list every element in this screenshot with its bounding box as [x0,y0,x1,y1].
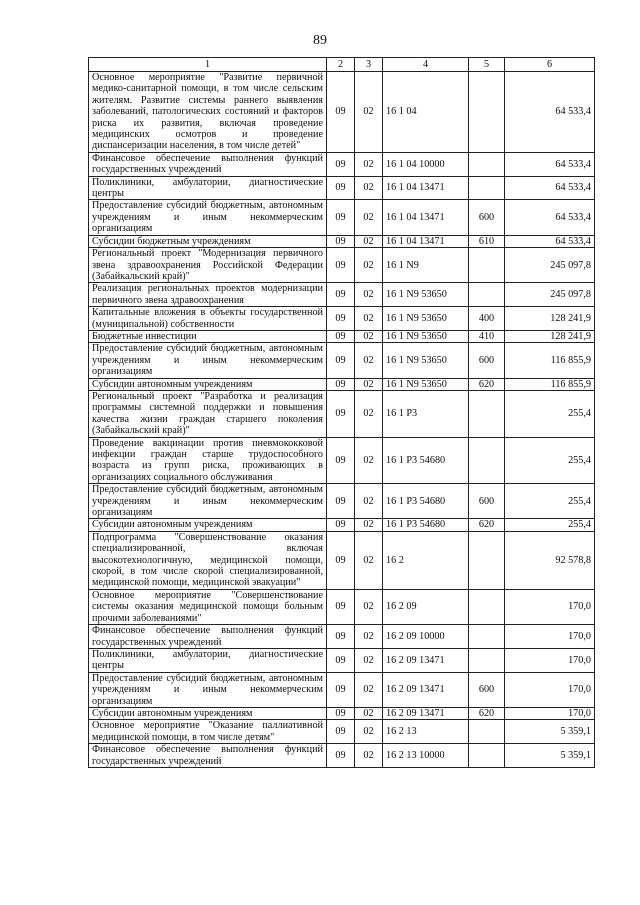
row-amount: 5 359,1 [505,720,595,744]
row-name: Предоставление субсидий бюджетным, автономным учреждениям и иным некоммерческим организациям [89,672,327,707]
row-name: Подпрограмма "Совершенствование оказания специализированной, включая высокотехнологичную, медицинской помощи, скорой, в том числе скорой специализированной, медицинской помощи, медицинской эвакуации" [89,531,327,589]
row-target-article: 16 2 [383,531,469,589]
row-subsection: 02 [355,707,383,719]
row-expense-type: 600 [469,484,505,519]
row-amount: 116 855,9 [505,343,595,378]
row-expense-type [469,720,505,744]
row-section: 09 [327,531,355,589]
table-row [89,235,595,247]
row-subsection: 02 [355,307,383,331]
header-cell-section: 2 [327,58,355,72]
row-subsection: 02 [355,283,383,307]
row-name: Субсидии автономным учреждениям [89,707,327,719]
row-target-article: 16 1 P3 54680 [383,519,469,531]
table-row [89,307,595,331]
row-amount: 170,0 [505,589,595,624]
row-amount: 255,4 [505,484,595,519]
row-expense-type [469,176,505,200]
row-subsection: 02 [355,152,383,176]
row-target-article: 16 1 P3 54680 [383,484,469,519]
row-target-article: 16 1 N9 53650 [383,343,469,378]
row-expense-type: 410 [469,330,505,342]
row-amount: 128 241,9 [505,307,595,331]
row-subsection: 02 [355,744,383,768]
budget-table [88,57,595,768]
row-section: 09 [327,390,355,437]
table-row [89,152,595,176]
row-name: Поликлиники, амбулатории, диагностические центры [89,648,327,672]
table-row [89,390,595,437]
header-cell-subsection: 3 [355,58,383,72]
table-row [89,248,595,283]
row-subsection: 02 [355,343,383,378]
row-name: Основное мероприятие "Оказание паллиативной медицинской помощи, в том числе детям" [89,720,327,744]
row-expense-type: 620 [469,378,505,390]
row-section: 09 [327,484,355,519]
table-row [89,176,595,200]
row-section: 09 [327,625,355,649]
row-target-article: 16 2 09 10000 [383,625,469,649]
row-subsection: 02 [355,484,383,519]
row-expense-type [469,72,505,153]
row-target-article: 16 1 N9 53650 [383,378,469,390]
row-section: 09 [327,437,355,484]
row-amount: 64 533,4 [505,72,595,153]
table-row [89,531,595,589]
row-name: Финансовое обеспечение выполнения функций государственных учреждений [89,152,327,176]
row-subsection: 02 [355,648,383,672]
row-name: Предоставление субсидий бюджетным, автономным учреждениям и иным некоммерческим организациям [89,484,327,519]
row-expense-type [469,625,505,649]
table-row [89,343,595,378]
row-name: Реализация региональных проектов модернизации первичного звена здравоохранения [89,283,327,307]
row-subsection: 02 [355,589,383,624]
row-expense-type: 400 [469,307,505,331]
row-target-article: 16 1 04 13471 [383,176,469,200]
row-section: 09 [327,343,355,378]
table-row [89,744,595,768]
row-target-article: 16 1 N9 53650 [383,330,469,342]
row-target-article: 16 1 04 13471 [383,235,469,247]
row-expense-type: 620 [469,707,505,719]
row-subsection: 02 [355,378,383,390]
row-subsection: 02 [355,176,383,200]
row-section: 09 [327,519,355,531]
row-expense-type [469,390,505,437]
row-amount: 170,0 [505,672,595,707]
row-name: Предоставление субсидий бюджетным, автономным учреждениям и иным некоммерческим организациям [89,200,327,235]
table-body [89,72,595,768]
table-row [89,625,595,649]
row-target-article: 16 1 N9 53650 [383,307,469,331]
table-row [89,589,595,624]
row-target-article: 16 2 09 13471 [383,672,469,707]
row-target-article: 16 1 P3 54680 [383,437,469,484]
row-section: 09 [327,378,355,390]
row-name: Финансовое обеспечение выполнения функций государственных учреждений [89,625,327,649]
row-subsection: 02 [355,531,383,589]
row-subsection: 02 [355,437,383,484]
row-name: Субсидии бюджетным учреждениям [89,235,327,247]
row-name: Проведение вакцинации против пневмококковой инфекции граждан старше трудоспособного возраста из групп риска, проживающих в организациях социального обслуживания [89,437,327,484]
row-amount: 64 533,4 [505,200,595,235]
row-section: 09 [327,720,355,744]
table-row [89,72,595,153]
row-amount: 170,0 [505,707,595,719]
row-name: Финансовое обеспечение выполнения функций государственных учреждений [89,744,327,768]
table-row [89,519,595,531]
row-expense-type: 610 [469,235,505,247]
row-section: 09 [327,672,355,707]
row-section: 09 [327,283,355,307]
table-row [89,707,595,719]
row-amount: 255,4 [505,437,595,484]
row-expense-type: 600 [469,672,505,707]
row-subsection: 02 [355,625,383,649]
row-amount: 255,4 [505,390,595,437]
row-section: 09 [327,176,355,200]
row-expense-type [469,152,505,176]
table-header-row [89,58,595,72]
row-expense-type [469,531,505,589]
page-number: 89 [313,33,327,48]
table-row [89,437,595,484]
row-subsection: 02 [355,248,383,283]
row-amount: 170,0 [505,625,595,649]
row-section: 09 [327,200,355,235]
row-section: 09 [327,248,355,283]
row-amount: 5 359,1 [505,744,595,768]
row-name: Основное мероприятие "Развитие первичной медико-санитарной помощи, в том числе сельским жителям. Развитие системы раннего выявления заболеваний, патологических состояний и факторов риска их развития, включая проведение медицинских осмотров и проведение диспансеризации населения, в том числе детей" [89,72,327,153]
row-target-article: 16 2 09 [383,589,469,624]
row-expense-type [469,437,505,484]
row-amount: 92 578,8 [505,531,595,589]
row-name: Субсидии автономным учреждениям [89,378,327,390]
row-target-article: 16 2 09 13471 [383,707,469,719]
row-subsection: 02 [355,720,383,744]
table-row [89,200,595,235]
table-row [89,330,595,342]
row-name: Поликлиники, амбулатории, диагностические центры [89,176,327,200]
row-expense-type [469,248,505,283]
row-amount: 170,0 [505,648,595,672]
row-subsection: 02 [355,235,383,247]
table-row [89,484,595,519]
row-amount: 245 097,8 [505,248,595,283]
row-subsection: 02 [355,519,383,531]
row-name: Субсидии автономным учреждениям [89,519,327,531]
row-expense-type: 600 [469,200,505,235]
row-name: Предоставление субсидий бюджетным, автономным учреждениям и иным некоммерческим организациям [89,343,327,378]
row-section: 09 [327,589,355,624]
table-row [89,283,595,307]
row-amount: 255,4 [505,519,595,531]
row-target-article: 16 1 04 10000 [383,152,469,176]
row-name: Региональный проект "Разработка и реализация программы системной поддержки и повышения качества жизни граждан старшего поколения (Забайкальский край)" [89,390,327,437]
table-row [89,378,595,390]
row-target-article: 16 2 13 10000 [383,744,469,768]
row-section: 09 [327,72,355,153]
header-cell-name: 1 [89,58,327,72]
row-section: 09 [327,744,355,768]
row-subsection: 02 [355,72,383,153]
row-amount: 64 533,4 [505,235,595,247]
header-cell-target-article: 4 [383,58,469,72]
row-target-article: 16 2 09 13471 [383,648,469,672]
row-subsection: 02 [355,200,383,235]
row-expense-type: 600 [469,343,505,378]
header-cell-amount: 6 [505,58,595,72]
header-cell-expense-type: 5 [469,58,505,72]
row-subsection: 02 [355,390,383,437]
row-amount: 245 097,8 [505,283,595,307]
row-target-article: 16 2 13 [383,720,469,744]
row-subsection: 02 [355,672,383,707]
row-name: Основное мероприятие "Совершенствование системы оказания медицинской помощи больным прочими заболеваниями" [89,589,327,624]
table-row [89,672,595,707]
row-amount: 64 533,4 [505,176,595,200]
row-amount: 64 533,4 [505,152,595,176]
row-expense-type: 620 [469,519,505,531]
row-amount: 128 241,9 [505,330,595,342]
row-section: 09 [327,152,355,176]
row-amount: 116 855,9 [505,378,595,390]
row-target-article: 16 1 N9 [383,248,469,283]
row-section: 09 [327,648,355,672]
row-name: Капитальные вложения в объекты государственной (муниципальной) собственности [89,307,327,331]
row-target-article: 16 1 04 13471 [383,200,469,235]
row-section: 09 [327,707,355,719]
row-expense-type [469,283,505,307]
row-subsection: 02 [355,330,383,342]
row-section: 09 [327,330,355,342]
row-section: 09 [327,235,355,247]
row-expense-type [469,648,505,672]
table-row [89,720,595,744]
row-expense-type [469,589,505,624]
row-expense-type [469,744,505,768]
row-target-article: 16 1 N9 53650 [383,283,469,307]
row-target-article: 16 1 04 [383,72,469,153]
row-target-article: 16 1 P3 [383,390,469,437]
table-row [89,648,595,672]
row-name: Региональный проект "Модернизация первичного звена здравоохранения Российской Федерации (Забайкальский край)" [89,248,327,283]
row-section: 09 [327,307,355,331]
row-name: Бюджетные инвестиции [89,330,327,342]
